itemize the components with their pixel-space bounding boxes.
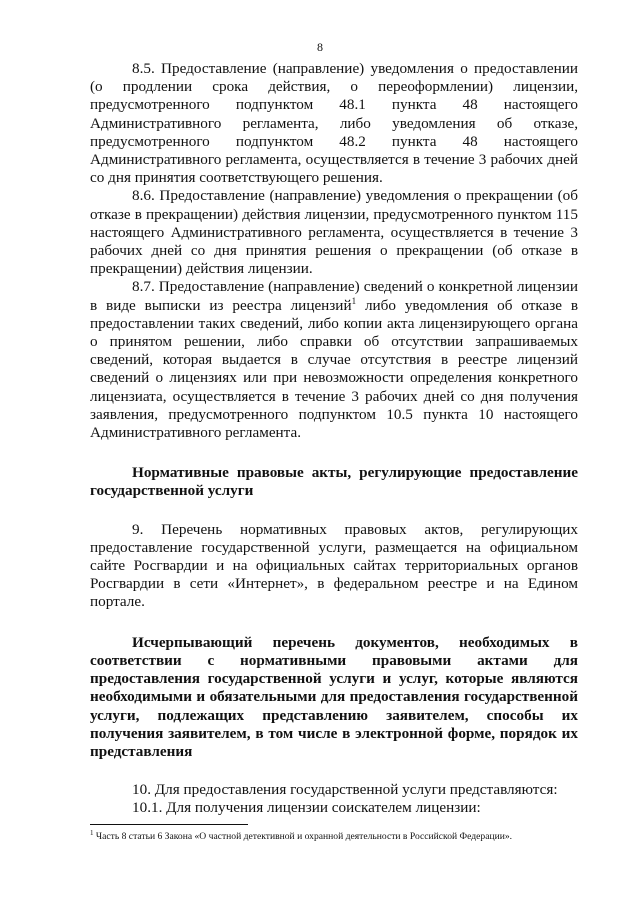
paragraph-10-1: 10.1. Для получения лицензии соискателем лицензии: <box>132 799 481 817</box>
paragraph-8-5: 8.5. Предоставление (направление) уведомления о предоставлении (о продлении срока действия, о переоформлении) лицензии, предусмотренного подпунктом 48.1 пункта 48 настоящего Административного регламента, либо уведомления об отказе, предусмотренного подпунктом 48.2 пункта 48 настоящего Административного регламента, осуществляется в течение 3 рабочих дней со дня принятия соответствующего решения. <box>90 60 578 187</box>
footnote-divider <box>90 824 248 825</box>
heading-required-documents: Исчерпывающий перечень документов, необходимых в соответствии с нормативными правовыми актами для предоставления государственной услуги и услуг, которые являются необходимыми и обязательными для предоставления государственной услуги, подлежащих представлению заявителем, способы их получения заявителем, в том числе в электронной форме, порядок их представления <box>90 633 578 760</box>
paragraph-10: 10. Для предоставления государственной услуги представляются: <box>132 781 558 799</box>
document-body <box>90 60 578 818</box>
footnote-marker: 1 <box>90 828 94 837</box>
footnote-text: Часть 8 статьи 6 Закона «О частной детективной и охранной деятельности в Российской Федерации». <box>93 831 513 842</box>
footnote <box>90 828 590 843</box>
paragraph-9: 9. Перечень нормативных правовых актов, регулирующих предоставление государственной услуги, размещается на официальном сайте Росгвардии и на официальных сайтах территориальных органов Росгвардии в сети «Интернет», в федеральном реестре и на Едином портале. <box>90 520 578 611</box>
paragraph-8-7-rest: либо уведомления об отказе в предоставлении таких сведений, либо копии акта лицензирующего органа о принятом решении, либо справки об отсутствии запрашиваемых сведений, которая выдается в случае отсутствия в реестре лицензий сведений о лицензиях или при невозможности определения конкретного лицензиата, осуществляется в течение 3 рабочих дней со дня получения заявления, предусмотренного подпунктом 10.5 пункта 10 настоящего Административного регламента. <box>90 296 578 442</box>
paragraph-8-7 <box>90 278 578 442</box>
page-number: 8 <box>317 40 323 54</box>
paragraph-8-6: 8.6. Предоставление (направление) уведомления о прекращении (об отказе в прекращении) действия лицензии, предусмотренного пунктом 115 настоящего Административного регламента, осуществляется в течение 3 рабочих дней со дня принятия решения о прекращении (об отказе в прекращении) действия лицензии. <box>90 187 578 278</box>
footnote-reference: 1 <box>351 295 357 306</box>
paragraph-8-7-start: 8.7. Предоставление (направление) сведений о конкретной лицензии в виде выписки из реестра лицензий <box>90 278 578 314</box>
heading-normative-acts: Нормативные правовые акты, регулирующие предоставление государственной услуги <box>90 464 578 500</box>
